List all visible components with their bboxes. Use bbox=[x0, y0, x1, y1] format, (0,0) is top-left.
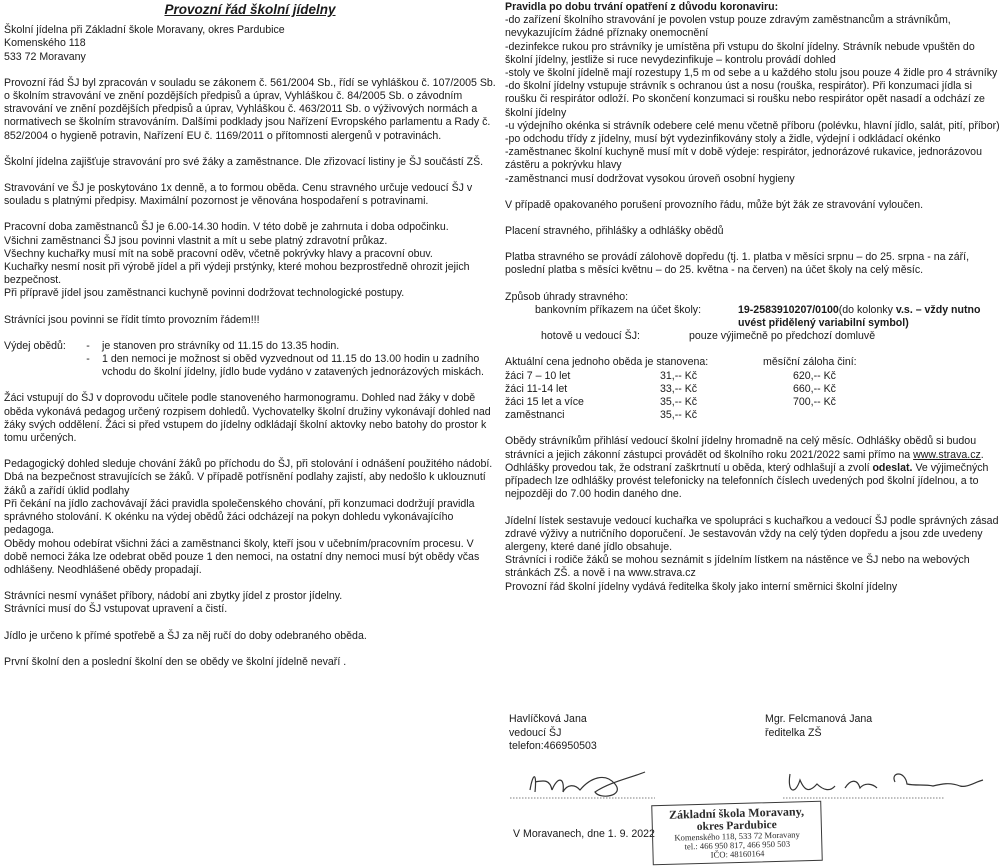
working-hours-paragraph: Pracovní doba zaměstnanců ŠJ je 6.00-14.30 hodin. V této době je zahrnuta i doba odpočinku. bbox=[4, 221, 449, 234]
right-column bbox=[505, 0, 1002, 594]
strava-link[interactable]: www.strava.cz bbox=[913, 448, 981, 461]
cash-note: pouze výjimečně po předchozí domluvě bbox=[689, 330, 876, 343]
waiting-paragraph: Při čekání na jídlo zachovávají žáci pravidla společenského chování, při konzumaci dodržují pravidla správného stolování. K okénku na výdej obědů žáci odcházejí na pokyn dohledu vykonávajícího pedagoga. bbox=[4, 497, 475, 537]
signature-block-right bbox=[765, 713, 872, 740]
bank-note: (do kolonky bbox=[838, 303, 896, 316]
serving-label: Výdej obědů: bbox=[4, 339, 66, 352]
stamp-line: Komenského 118, 533 72 Moravany bbox=[674, 829, 800, 843]
signature-right-stroke bbox=[789, 774, 983, 790]
advance-value bbox=[763, 409, 857, 422]
payment-heading: Placení stravného, přihlášky a odhlášky obědů bbox=[505, 225, 724, 238]
eligibility-paragraph: Obědy mohou odebírat všichni žáci a zaměstnanci školy, kteří jsou v učebním/pracovním procesu. V době nemoci žáka lze odebrat oběd pouze 1 den nemoci, na ostatní dny nemoci musí být obědy včas odhlášeny. Neodhlášené obědy propadají. bbox=[4, 537, 480, 576]
consumption-paragraph: Jídlo je určeno k přímé spotřebě a ŠJ za něj ručí do doby odebraného oběda. bbox=[4, 629, 367, 642]
first-last-day-paragraph: První školní den a poslední školní den se obědy ve školní jídelně nevaří . bbox=[4, 655, 347, 668]
table-row bbox=[505, 370, 857, 383]
menu-access-paragraph: Strávníci i rodiče žáků se mohou seznámit s jídelním lístkem na nástěnce ve ŠJ nebo na webových stránkách ZŠ. a nově i na www.strava.cz bbox=[505, 554, 970, 580]
supervision-paragraph: Žáci vstupují do ŠJ v doprovodu učitele podle stanoveného harmonogramu. Dohled nad žáky v době oběda vykonává pedagog určený rozpisem dohledů. Vychovatelky školní družiny vykonávají dohled nad žáky svých oddělení. Žáci si před vstupem do jídelny odkládají školní aktovky nebo batohy do prostor k tomu určených. bbox=[4, 392, 491, 445]
send-keyword: odeslat. bbox=[872, 461, 913, 474]
cash-label: hotově u vedoucí ŠJ: bbox=[541, 330, 640, 343]
price-value: 35,-- Kč bbox=[660, 409, 698, 422]
signature-left-stroke bbox=[530, 772, 645, 796]
covid-item: -po odchodu třídy z jídelny, musí být vydezinfikovány stoly a židle, výdejní i odkládací okénko bbox=[505, 133, 941, 146]
covid-item: -stoly ve školní jídelně mají rozestupy 1,5 m od sebe a u každého stolu jsou pouze 4 židle pro 4 strávníky bbox=[505, 67, 998, 80]
manager-name: Havlíčková Jana bbox=[509, 713, 587, 725]
stamp-line: okres Pardubice bbox=[696, 818, 777, 834]
covid-item: -do zařízení školního stravování je povolen vstup pouze zdravým zaměstnancům a strávníkům, nevykazujícím žádné příznaky onemocnění bbox=[505, 14, 951, 40]
issued-by-paragraph: Provozní řád školní jídelny vydává ředitelka školy jako interní směrnici školní jídelny bbox=[505, 580, 898, 593]
price-table bbox=[505, 356, 857, 422]
stamp-line: Základní škola Moravany, bbox=[668, 804, 805, 822]
stamp-line: IČO: 48160164 bbox=[710, 848, 765, 861]
serving-row-2 bbox=[4, 353, 496, 379]
no-removal-paragraph: Strávníci nesmí vynášet příbory, nádobí ani zbytky jídel z prostor jídelny. bbox=[4, 590, 343, 603]
legal-paragraph: Provozní řád ŠJ byl zpracován v souladu se zákonem č. 561/2004 Sb., řídí se vyhláškou č. 107/2005 Sb. o školním stravování ve znění pozdějších předpisů a úprav, Vyhláškou č. 84/2005 Sb. o závodním stravování ve znění pozdějších předpisů a úprav, Vyhláškou č. 463/2011 Sb. o výživových normách a normativech se školním stravováním. Dalšími podklady jsou Nařízení Evropského parlamentu a Rady č. 852/2004 o hygieně potravin, Nařízení EU č. 1169/2011 o přítomnosti alergenů v potravinách. bbox=[4, 76, 496, 142]
bank-transfer-row bbox=[505, 304, 1002, 330]
price-group: žáci 7 – 10 let bbox=[505, 369, 571, 382]
purpose-paragraph: Školní jídelna zajišťuje stravování pro své žáky a zaměstnance. Dle zřizovací listiny je ŠJ součástí ZŠ. bbox=[4, 155, 484, 168]
health-card-paragraph: Všichni zaměstnanci ŠJ jsou povinni vlastnit a mít u sebe platný zdravotní průkaz. bbox=[4, 234, 388, 247]
bank-transfer-label: bankovním příkazem na účet školy: bbox=[535, 303, 702, 316]
manager-phone: telefon:466950503 bbox=[509, 740, 597, 753]
registration-text: Obědy strávníkům přihlásí vedoucí školní jídelny hromadně na celý měsíc. Odhlášky obědů si budou strávníci a jejich zákonní zástupci provádět od školního roku 2021/2022 sami přímo na bbox=[505, 435, 977, 461]
dash-bullet: - bbox=[86, 353, 90, 366]
pedagogic-supervision-paragraph: Pedagogický dohled sleduje chování žáků po příchodu do ŠJ, při stolování i odnášení použitého nádobí. Dbá na bezpečnost stravujících se žáků. V případě potřísnění podlahy zajistí, aby nedošlo k uklouznutí žáků a zařídí úklid podlahy bbox=[4, 458, 493, 497]
stamp-line: tel.: 466 950 817, 466 950 503 bbox=[684, 838, 791, 852]
price-group: žáci 11-14 let bbox=[505, 382, 568, 395]
covid-item: -zaměstnanci musí dodržovat vysokou úroveň osobní hygieny bbox=[505, 172, 795, 185]
left-column bbox=[4, 0, 496, 669]
advance-value: 700,-- Kč bbox=[793, 396, 836, 409]
address-line: Školní jídelna při Základní škole Moravany, okres Pardubice bbox=[4, 24, 285, 37]
address-line: 533 72 Moravany bbox=[4, 50, 86, 63]
rings-paragraph: Kuchařky nesmí nosit při výrobě jídel a při výdeji prstýnky, které mohou bezprostředně ohrozit jejich bezpečnost. bbox=[4, 261, 470, 287]
covid-item: -zaměstnanec školní kuchyně musí mít v době výdeje: respirátor, jednorázové rukavice, jednorázovou zástěru a pokrývku hlavy bbox=[505, 146, 982, 172]
registration-paragraph bbox=[505, 435, 1002, 501]
manager-role: vedoucí ŠJ bbox=[509, 726, 562, 739]
signature-block-left bbox=[509, 713, 597, 754]
price-table-header bbox=[505, 356, 857, 369]
price-group: žáci 15 let a více bbox=[505, 396, 584, 409]
table-row bbox=[505, 383, 857, 396]
covid-item: -u výdejního okénka si strávník odebere celé menu včetně příboru (polévku, hlavní jídlo, salát, pití, příbor) bbox=[505, 119, 1000, 132]
rules-paragraph: Strávníci jsou povinni se řídit tímto provozním řádem!!! bbox=[4, 313, 260, 326]
technology-paragraph: Při přípravě jídel jsou zaměstnanci kuchyně povinni dodržovat technologické postupy. bbox=[4, 287, 405, 300]
registration-text: . Odhlášky provedou tak, že odstraní zaškrtnutí u oběda, který odhlašují a zvolí bbox=[505, 448, 984, 474]
advance-value: 660,-- Kč bbox=[793, 382, 836, 395]
dash-bullet: - bbox=[86, 339, 90, 352]
address-line: Komenského 118 bbox=[4, 37, 86, 50]
advance-header: měsíční záloha činí: bbox=[763, 356, 857, 369]
cash-row bbox=[505, 330, 1002, 343]
price-header: Aktuální cena jednoho oběda je stanovena: bbox=[505, 356, 709, 369]
covid-item: -dezinfekce rukou pro strávníky je umístěna při vstupu do školní jídelny. Strávník nebude vpuštěn do školní jídelny, jestliže si ruce nevydezinfikuje – kontrolu provádí dohled bbox=[505, 40, 975, 66]
document-title: Provozní řád školní jídelny bbox=[164, 2, 336, 17]
table-row bbox=[505, 409, 857, 422]
price-value: 31,-- Kč bbox=[660, 369, 698, 382]
price-group: zaměstnanci bbox=[505, 409, 565, 422]
date-line: V Moravanech, dne 1. 9. 2022 bbox=[513, 828, 655, 840]
serving-row-1 bbox=[4, 340, 496, 353]
clean-entry-paragraph: Strávníci musí do ŠJ vstupovat upravení a čistí. bbox=[4, 603, 228, 616]
price-value: 35,-- Kč bbox=[660, 396, 698, 409]
school-stamp bbox=[651, 801, 823, 865]
covid-item: -do školní jídelny vstupuje strávník s ochranou úst a nosu (rouška, respirátor). Při konzumaci jídla si roušku či respirátor odloží. Po skončení konzumaci si roušku nebo respirátor opět nasadí a odchází ze školní jídelny bbox=[505, 80, 985, 119]
meals-paragraph: Stravování ve ŠJ je poskytováno 1x denně, a to formou oběda. Cenu stravného určuje vedoucí ŠJ v souladu s platnými předpisy. Maximální pozornost je věnována hospodaření s potravinami. bbox=[4, 182, 473, 208]
registration-text: Ve výjimečných případech lze odhlášky provést telefonicky na telefonních číslech uvedených pod školní jídelnou, a to nejpozději do 7.00 hodin daného dne. bbox=[505, 461, 989, 501]
serving-item: 1 den nemoci je možnost si oběd vyzvednout od 11.15 do 13.00 hodin u zadního vchodu do školní jídelny, jídlo bude vydáno v zatavených jednorázových miskách. bbox=[102, 353, 484, 379]
advance-payment-paragraph: Platba stravného se provádí zálohově dopředu (tj. 1. platba v měsíci srpnu – do 25. srpna - na září, poslední platba s měsíci květnu – do 25. května - na červen) na účet školy na celý měsíc. bbox=[505, 251, 970, 277]
table-row bbox=[505, 396, 857, 409]
menu-paragraph: Jídelní lístek sestavuje vedoucí kuchařka ve spolupráci s kuchařkou a vedoucí ŠJ podle správných zásad zdravé výživy a nutričního doporučení. Je sestavován vždy na celý týden dopředu a jsou zde uvedeny alergeny, které dané jídlo obsahuje. bbox=[505, 514, 999, 553]
advance-value: 620,-- Kč bbox=[793, 369, 836, 382]
covid-title: Pravidla po dobu trvání opatření z důvodu koronaviru: bbox=[505, 1, 779, 13]
price-value: 33,-- Kč bbox=[660, 382, 698, 395]
bank-account-number: 19-2583910207/0100 bbox=[738, 303, 839, 316]
director-name: Mgr. Felcmanová Jana bbox=[765, 713, 873, 725]
serving-item: je stanoven pro strávníky od 11.15 do 13.35 hodin. bbox=[102, 339, 340, 352]
payment-method-label: Způsob úhrady stravného: bbox=[505, 290, 629, 303]
variable-symbol-note: v.s. – vždy nutno uvést přidělený variabilní symbol) bbox=[738, 303, 981, 330]
violation-paragraph: V případě opakovaného porušení provozního řádu, může být žák ze stravování vyloučen. bbox=[505, 198, 924, 211]
workwear-paragraph: Všechny kuchařky musí mít na sobě pracovní oděv, včetně pokrývky hlavy a pracovní obuv. bbox=[4, 247, 433, 260]
director-role: ředitelka ZŠ bbox=[765, 726, 822, 739]
